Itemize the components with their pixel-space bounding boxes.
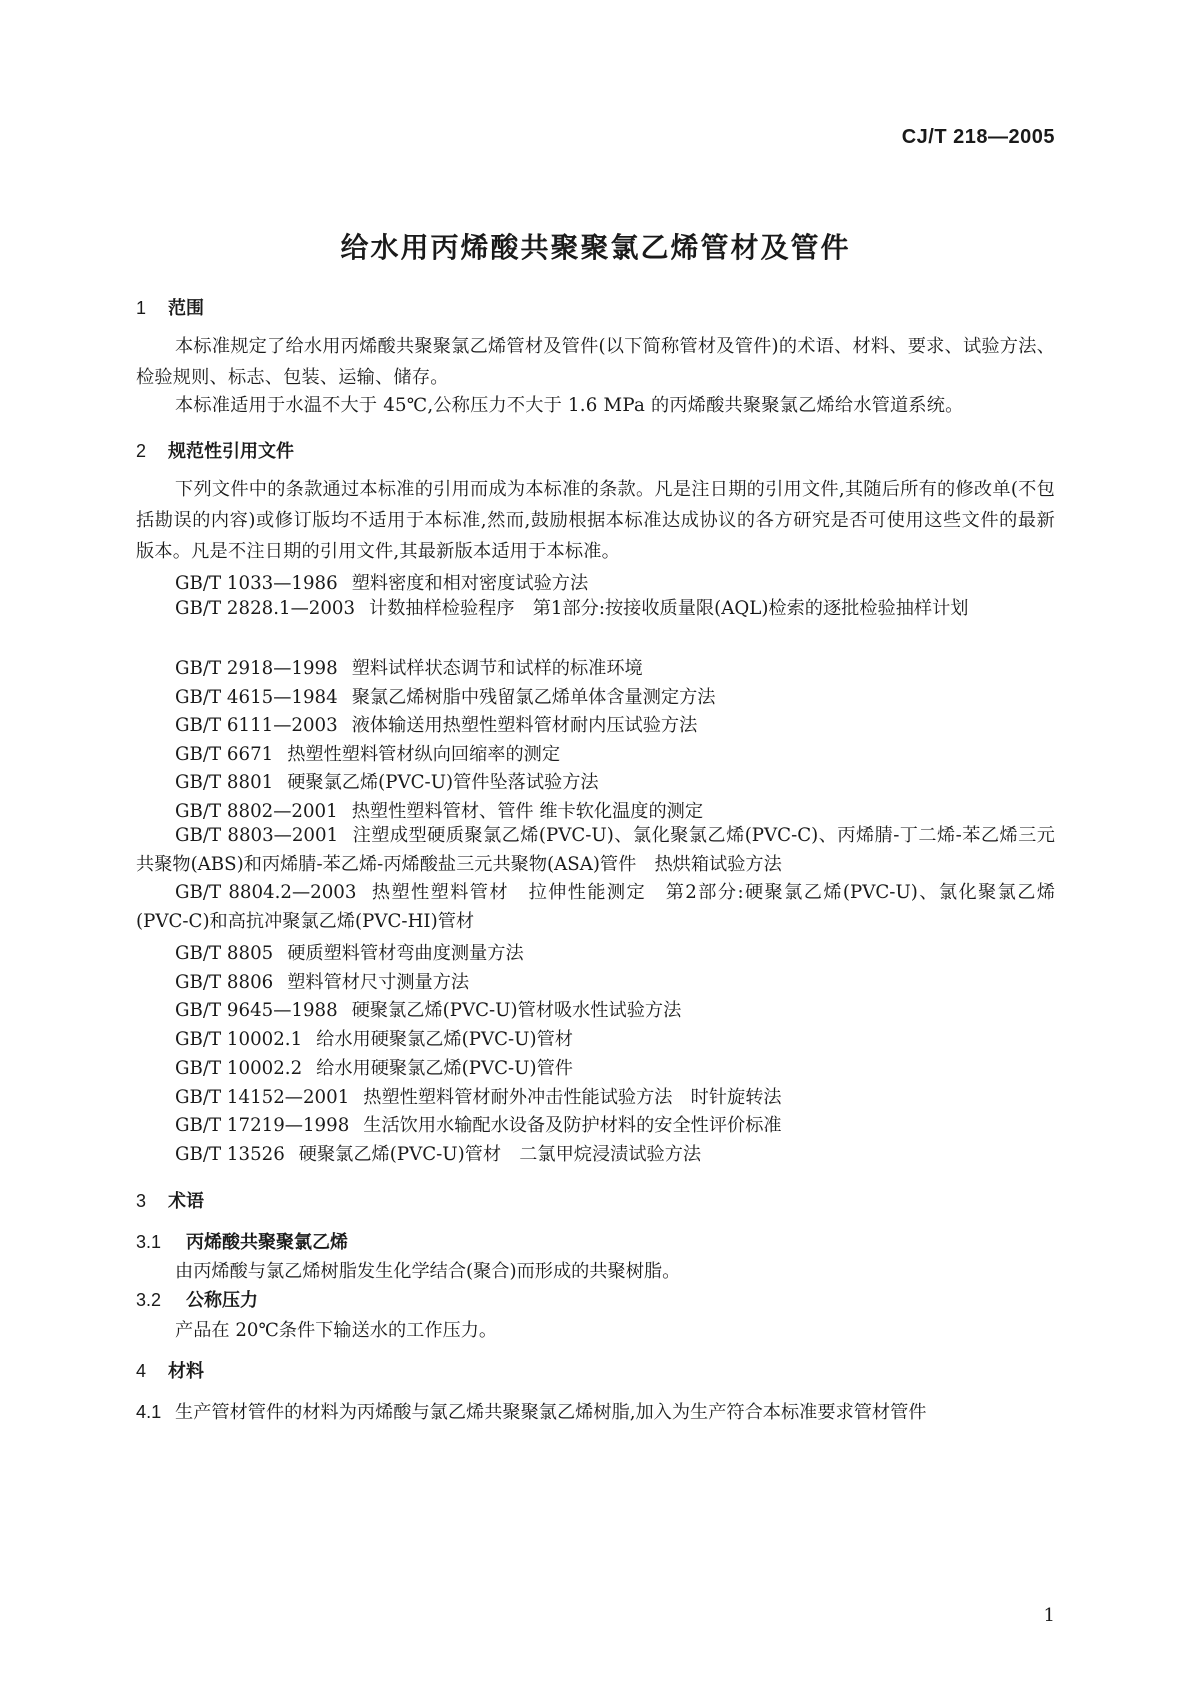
section-2-heading: [136, 437, 294, 463]
reference-item: [175, 569, 588, 595]
term-3-2-heading: [136, 1286, 258, 1312]
section-title: 术语: [168, 1191, 204, 1212]
reference-item: [136, 821, 1055, 879]
ref-code: GB/T 2828.1—2003: [175, 598, 356, 619]
section-number: 3: [136, 1191, 147, 1211]
ref-title: 热塑性塑料管材耐外冲击性能试验方法 时针旋转法: [363, 1087, 782, 1108]
ref-code: GB/T 6671: [175, 744, 274, 765]
section-2-intro: 下列文件中的条款通过本标准的引用而成为本标准的条款。凡是注日期的引用文件,其随后所有的修改单(不包括勘误的内容)或修订版均不适用于本标准,然而,鼓励根据本标准达成协议的各方研究是否可使用这些文件的最新版本。凡是不注日期的引用文件,其最新版本适用于本标准。: [136, 479, 1055, 562]
reference-item: [175, 1083, 782, 1109]
ref-code: GB/T 10002.1: [175, 1029, 303, 1050]
ref-code: GB/T 14152—2001: [175, 1087, 350, 1108]
reference-item: [175, 768, 599, 794]
reference-item: [136, 878, 1055, 936]
clause-number: 4.1: [136, 1402, 162, 1422]
ref-code: GB/T 10002.2: [175, 1058, 303, 1079]
ref-title: 聚氯乙烯树脂中残留氯乙烯单体含量测定方法: [351, 687, 716, 708]
ref-title: 塑料密度和相对密度试验方法: [351, 573, 589, 594]
ref-title: 硬质塑料管材弯曲度测量方法: [287, 943, 524, 964]
ref-title: 热塑性塑料管材、管件 维卡软化温度的测定: [351, 801, 704, 822]
section-1-paragraph-2: 本标准适用于水温不大于 45℃,公称压力不大于 1.6 MPa 的丙烯酸共聚聚氯乙烯给水管道系统。: [175, 395, 964, 416]
ref-code: GB/T 8806: [175, 972, 274, 993]
clause-text: 生产管材管件的材料为丙烯酸与氯乙烯共聚聚氯乙烯树脂,加入为生产符合本标准要求管材管件: [175, 1402, 927, 1423]
ref-code: GB/T 1033—1986: [175, 573, 338, 594]
ref-title: 硬聚氯乙烯(PVC-U)管材 二氯甲烷浸渍试验方法: [298, 1144, 702, 1165]
ref-code: GB/T 13526: [175, 1144, 285, 1165]
section-number: 4: [136, 1361, 147, 1381]
reference-item: [175, 939, 524, 965]
page-number: 1: [1043, 1605, 1055, 1626]
reference-item: [175, 1111, 782, 1137]
ref-title: 注塑成型硬质聚氯乙烯(PVC-U)、氯化聚氯乙烯(PVC-C)、丙烯腈-丁二烯-苯乙烯三元共聚物(ABS)和丙烯腈-苯乙烯-丙烯酸盐三元共聚物(ASA)管件 热烘箱试验方法: [136, 825, 1055, 875]
reference-item: [136, 594, 1055, 623]
section-1-heading: [136, 294, 204, 320]
ref-code: GB/T 9645—1988: [175, 1000, 338, 1021]
reference-item: [175, 711, 697, 737]
standard-code: CJ/T 218—2005: [901, 126, 1055, 148]
ref-title: 热塑性塑料管材纵向回缩率的测定: [287, 744, 561, 765]
section-3-heading: [136, 1187, 204, 1213]
term-3-1-definition: 由丙烯酸与氯乙烯树脂发生化学结合(聚合)而形成的共聚树脂。: [175, 1261, 681, 1282]
section-title: 规范性引用文件: [168, 441, 294, 462]
section-1-paragraph-1: 本标准规定了给水用丙烯酸共聚聚氯乙烯管材及管件(以下简称管材及管件)的术语、材料、要求、试验方法、检验规则、标志、包装、运输、储存。: [136, 336, 1055, 388]
reference-item: [175, 654, 643, 680]
ref-title: 塑料试样状态调节和试样的标准环境: [351, 658, 643, 679]
ref-title: 硬聚氯乙烯(PVC-U)管材吸水性试验方法: [351, 1000, 682, 1021]
reference-item: [175, 1025, 573, 1051]
ref-code: GB/T 8801: [175, 772, 274, 793]
section-number: 1: [136, 298, 147, 318]
ref-title: 热塑性塑料管材 拉伸性能测定 第2部分:硬聚氯乙烯(PVC-U)、氯化聚氯乙烯(PVC-C)和高抗冲聚氯乙烯(PVC-HI)管材: [136, 882, 1056, 932]
ref-code: GB/T 6111—2003: [175, 715, 338, 736]
section-title: 材料: [168, 1361, 204, 1382]
ref-title: 给水用硬聚氯乙烯(PVC-U)管材: [316, 1029, 573, 1050]
section-number: 2: [136, 441, 147, 461]
reference-item: [175, 797, 703, 823]
ref-code: GB/T 17219—1998: [175, 1115, 350, 1136]
reference-item: [175, 996, 681, 1022]
clause-4-1: [136, 1398, 926, 1424]
reference-item: [175, 1054, 573, 1080]
ref-title: 液体输送用热塑性塑料管材耐内压试验方法: [351, 715, 698, 736]
term-title: 公称压力: [186, 1290, 258, 1311]
reference-item: [175, 683, 715, 709]
reference-item: [175, 968, 469, 994]
ref-code: GB/T 4615—1984: [175, 687, 338, 708]
ref-code: GB/T 8803—2001: [175, 825, 339, 846]
ref-title: 生活饮用水输配水设备及防护材料的安全性评价标准: [363, 1115, 782, 1136]
reference-item: [175, 1140, 701, 1166]
reference-item: [175, 740, 560, 766]
ref-title: 给水用硬聚氯乙烯(PVC-U)管件: [316, 1058, 573, 1079]
ref-title: 硬聚氯乙烯(PVC-U)管件坠落试验方法: [287, 772, 599, 793]
document-title: 给水用丙烯酸共聚聚氯乙烯管材及管件: [340, 231, 851, 264]
ref-code: GB/T 8805: [175, 943, 274, 964]
term-number: 3.1: [136, 1232, 162, 1252]
ref-code: GB/T 2918—1998: [175, 658, 338, 679]
term-3-1-heading: [136, 1228, 348, 1254]
term-title: 丙烯酸共聚聚氯乙烯: [186, 1232, 348, 1253]
section-4-heading: [136, 1357, 204, 1383]
term-number: 3.2: [136, 1290, 162, 1310]
section-title: 范围: [168, 298, 204, 319]
ref-title: 计数抽样检验程序 第1部分:按接收质量限(AQL)检索的逐批检验抽样计划: [369, 598, 969, 619]
ref-code: GB/T 8802—2001: [175, 801, 338, 822]
ref-code: GB/T 8804.2—2003: [175, 882, 357, 903]
ref-title: 塑料管材尺寸测量方法: [287, 972, 470, 993]
term-3-2-definition: 产品在 20℃条件下输送水的工作压力。: [175, 1320, 498, 1341]
